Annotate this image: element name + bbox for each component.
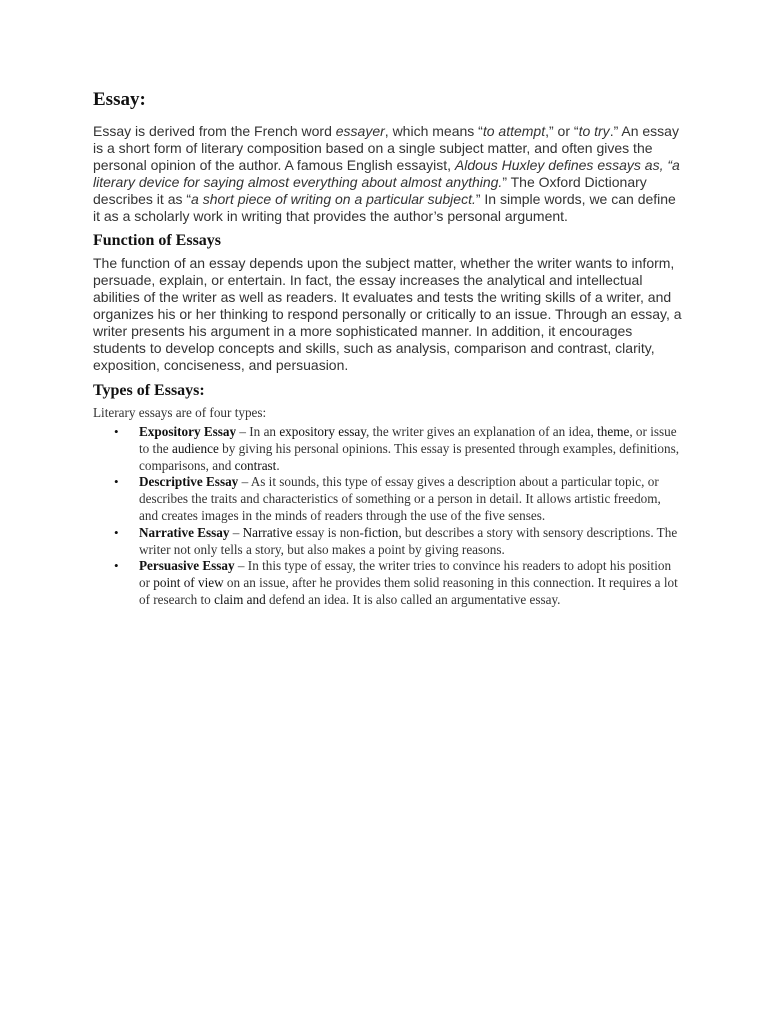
item-text: – In an (236, 424, 280, 439)
item-text: , or issue to the (139, 424, 677, 456)
term-descriptive: Descriptive Essay (139, 474, 239, 490)
item-text: essay is non- (292, 524, 364, 540)
bullet-icon: • (114, 558, 119, 574)
item-text: by giving his personal opinions. This essay is presented through examples, definitions, comparisons, and (139, 440, 679, 473)
function-paragraph: The function of an essay depends upon the subject matter, whether the writer wants to inform, persuade, explain, or entertain. In fact, the essay increases the analytical and intellectual abilities of the writer as well as readers. It evaluates and tests the writing skills of a writer, and organizes his or her thinking to respond personally or critically to an issue. Through an essay, a writer presents his argument in a more sophisticated manner. In addition, it encourages students to develop concepts and skills, such as analysis, comparison and contrast, clarity, exposition, conciseness, and persuasion. (93, 255, 682, 373)
bullet-icon: • (114, 474, 119, 490)
item-text: defend an idea. It is also called an argumentative essay. (265, 591, 561, 607)
term-narrative: Narrative Essay (139, 524, 230, 540)
intro-text-6: ” In simple words, we can define it as a scholarly work in writing that provides the author’s personal argument. (93, 191, 676, 224)
link-fiction[interactable]: fiction (363, 524, 399, 540)
item-text: , but describes a story with sensory descriptions. The writer not only tells a story, but also makes a point by giving reasons. (139, 524, 678, 557)
intro-em-attempt: to attempt (482, 123, 546, 139)
link-contrast[interactable]: contrast (234, 457, 277, 473)
intro-em-huxley: Aldous Huxley defines essays as, “a literary device for saying almost everything about almost anything. (93, 157, 680, 190)
intro-paragraph (93, 123, 683, 225)
intro-text-3: ,” or “ (545, 123, 579, 139)
function-heading: Function of Essays (93, 232, 222, 249)
link-narrative[interactable]: Narrative (242, 524, 293, 540)
link-audience[interactable]: audience (171, 440, 219, 456)
list-item-expository (114, 424, 683, 474)
intro-text-2: , which means “ (384, 123, 483, 139)
item-text: , the writer gives an explanation of an idea, (366, 424, 598, 439)
bullet-icon: • (114, 424, 119, 439)
item-text: on an issue, after he provides them solid reasoning in this connection. It requires a lot of research to (139, 575, 678, 607)
document-page (93, 86, 683, 609)
term-persuasive: Persuasive Essay (139, 558, 235, 574)
types-list (93, 424, 683, 609)
list-item-narrative (114, 524, 683, 559)
term-expository: Expository Essay (139, 424, 237, 439)
item-text: – In this type of essay, the writer tries to convince his readers to adopt his position or (139, 558, 672, 591)
types-intro: Literary essays are of four types: (93, 405, 267, 420)
link-theme[interactable]: theme (597, 424, 630, 439)
list-item-descriptive (114, 474, 683, 524)
item-text: – (229, 524, 243, 540)
link-claim[interactable]: claim and (214, 591, 266, 607)
page-title: Essay: (93, 89, 146, 110)
intro-text-1: Essay is derived from the French word (93, 123, 336, 139)
link-expository-essay[interactable]: expository essay (279, 424, 366, 439)
intro-em-try: to try (578, 123, 610, 139)
intro-em-essayer: essayer (335, 123, 385, 139)
intro-text-4: .” An essay is a short form of literary composition based on a single subject matter, and often gives the personal opinion of the author. A famous English essayist, (93, 123, 679, 173)
types-heading: Types of Essays: (93, 382, 205, 399)
list-item-persuasive (114, 558, 683, 608)
link-point-of-view[interactable]: point of view (153, 575, 224, 591)
bullet-icon: • (114, 524, 119, 540)
item-text: – As it sounds, this type of essay gives a description about a particular topic, or describes the traits and characteristics of something or a person in detail. It allows artistic freedom, and creates images in the minds of readers through the use of the five senses. (139, 474, 661, 523)
intro-text-5: ” The Oxford Dictionary describes it as “ (93, 174, 647, 207)
intro-em-oxford: a short piece of writing on a particular subject. (191, 191, 476, 207)
item-text: . (276, 457, 280, 473)
